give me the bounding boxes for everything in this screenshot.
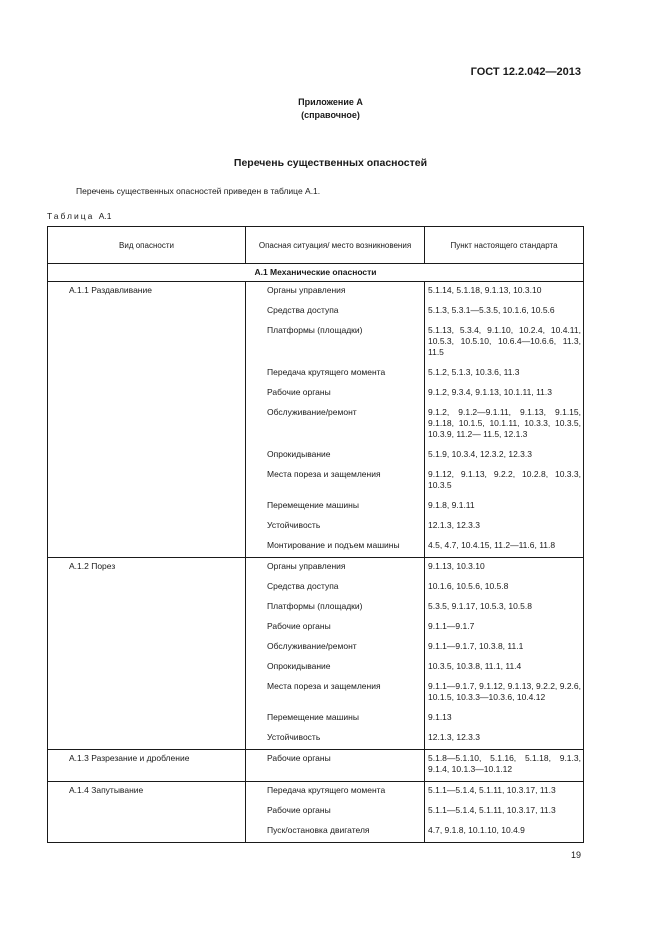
- hazard-situation-cell: Перемещение машины: [246, 497, 425, 517]
- column-header-situation: Опасная ситуация/ место возникновения: [246, 227, 425, 264]
- hazards-table: [47, 226, 584, 843]
- table-caption: [47, 211, 111, 221]
- table-row: [48, 750, 584, 782]
- hazard-situation-cell: Обслуживание/ремонт: [246, 638, 425, 658]
- table-row: [48, 658, 584, 678]
- table-section-row: [48, 264, 584, 282]
- table-row: [48, 822, 584, 843]
- clause-reference-cell: 4.7, 9.1.8, 10.1.10, 10.4.9: [425, 822, 584, 843]
- hazard-kind-cell: [48, 517, 246, 537]
- clause-reference-cell: 9.1.1—9.1.7: [425, 618, 584, 638]
- column-header-kind: Вид опасности: [48, 227, 246, 264]
- hazard-kind-cell: [48, 802, 246, 822]
- clause-reference-cell: 5.1.3, 5.3.1—5.3.5, 10.1.6, 10.5.6: [425, 302, 584, 322]
- hazard-kind-cell: [48, 598, 246, 618]
- hazard-kind-cell: [48, 404, 246, 446]
- clause-reference-cell: 10.3.5, 10.3.8, 11.1, 11.4: [425, 658, 584, 678]
- hazard-kind-cell: [48, 497, 246, 517]
- hazard-situation-cell: Устойчивость: [246, 729, 425, 750]
- table-row: [48, 802, 584, 822]
- clause-reference-cell: 4.5, 4.7, 10.4.15, 11.2—11.6, 11.8: [425, 537, 584, 558]
- hazard-kind-cell: [48, 709, 246, 729]
- hazard-situation-cell: Обслуживание/ремонт: [246, 404, 425, 446]
- hazard-kind-cell: [48, 466, 246, 497]
- hazard-kind-cell: [48, 578, 246, 598]
- clause-reference-cell: 9.1.12, 9.1.13, 9.2.2, 10.2.8, 10.3.3, 10.3.5: [425, 466, 584, 497]
- appendix-title: Приложение А: [298, 97, 363, 107]
- table-row: [48, 446, 584, 466]
- appendix-subtitle: (справочное): [301, 110, 360, 120]
- table-row: [48, 678, 584, 709]
- hazard-kind-cell: [48, 729, 246, 750]
- document-code: ГОСТ 12.2.042—2013: [470, 66, 581, 78]
- table-row: [48, 322, 584, 364]
- clause-reference-cell: 9.1.13, 10.3.10: [425, 558, 584, 579]
- hazard-kind-cell: А.1.4 Запутывание: [48, 782, 246, 803]
- hazard-situation-cell: Монтирование и подъем машины: [246, 537, 425, 558]
- hazard-kind-cell: А.1.3 Разрезание и дробление: [48, 750, 246, 782]
- clause-reference-cell: 5.1.14, 5.1.18, 9.1.13, 10.3.10: [425, 282, 584, 303]
- clause-reference-cell: 5.3.5, 9.1.17, 10.5.3, 10.5.8: [425, 598, 584, 618]
- clause-reference-cell: 9.1.1—9.1.7, 9.1.12, 9.1.13, 9.2.2, 9.2.6, 10.1.5, 10.3.3—10.3.6, 10.4.12: [425, 678, 584, 709]
- hazard-situation-cell: Пуск/остановка двигателя: [246, 822, 425, 843]
- hazard-kind-cell: А.1.1 Раздавливание: [48, 282, 246, 303]
- clause-reference-cell: 9.1.2, 9.3.4, 9.1.13, 10.1.11, 11.3: [425, 384, 584, 404]
- hazard-kind-cell: [48, 384, 246, 404]
- table-row: [48, 578, 584, 598]
- table-header-row: [48, 227, 584, 264]
- clause-reference-cell: 9.1.2, 9.1.2—9.1.11, 9.1.13, 9.1.15, 9.1.18, 10.1.5, 10.1.11, 10.3.3, 10.3.5, 10.3.9, 11.2— 11.5, 12.1.3: [425, 404, 584, 446]
- hazard-situation-cell: Средства доступа: [246, 578, 425, 598]
- table-row: [48, 404, 584, 446]
- clause-reference-cell: 10.1.6, 10.5.6, 10.5.8: [425, 578, 584, 598]
- table-row: [48, 364, 584, 384]
- hazard-kind-cell: [48, 638, 246, 658]
- clause-reference-cell: 12.1.3, 12.3.3: [425, 729, 584, 750]
- table-row: [48, 384, 584, 404]
- hazard-kind-cell: [48, 537, 246, 558]
- page-number: 19: [570, 850, 581, 860]
- clause-reference-cell: 5.1.13, 5.3.4, 9.1.10, 10.2.4, 10.4.11, 10.5.3, 10.5.10, 10.6.4—10.6.6, 11.3, 11.5: [425, 322, 584, 364]
- clause-reference-cell: 5.1.9, 10.3.4, 12.3.2, 12.3.3: [425, 446, 584, 466]
- hazard-situation-cell: Передача крутящего момента: [246, 782, 425, 803]
- clause-reference-cell: 9.1.8, 9.1.11: [425, 497, 584, 517]
- hazard-situation-cell: Рабочие органы: [246, 618, 425, 638]
- hazard-situation-cell: Платформы (площадки): [246, 322, 425, 364]
- table-caption-word: Таблица: [47, 211, 95, 221]
- hazard-situation-cell: Места пореза и защемления: [246, 678, 425, 709]
- hazard-kind-cell: [48, 822, 246, 843]
- clause-reference-cell: 5.1.8—5.1.10, 5.1.16, 5.1.18, 9.1.3, 9.1.4, 10.1.3—10.1.12: [425, 750, 584, 782]
- table-row: [48, 782, 584, 803]
- table-row: [48, 302, 584, 322]
- clause-reference-cell: 5.1.2, 5.1.3, 10.3.6, 11.3: [425, 364, 584, 384]
- hazard-kind-cell: [48, 446, 246, 466]
- hazard-situation-cell: Органы управления: [246, 558, 425, 579]
- hazard-situation-cell: Перемещение машины: [246, 709, 425, 729]
- hazard-kind-cell: А.1.2 Порез: [48, 558, 246, 579]
- intro-paragraph: Перечень существенных опасностей приведен в таблице А.1.: [76, 186, 321, 196]
- hazard-situation-cell: Места пореза и защемления: [246, 466, 425, 497]
- clause-reference-cell: 5.1.1—5.1.4, 5.1.11, 10.3.17, 11.3: [425, 782, 584, 803]
- table-row: [48, 729, 584, 750]
- table-caption-number: А.1: [98, 211, 112, 221]
- hazard-kind-cell: [48, 364, 246, 384]
- hazard-kind-cell: [48, 322, 246, 364]
- hazard-situation-cell: Платформы (площадки): [246, 598, 425, 618]
- table-row: [48, 709, 584, 729]
- table-body: [48, 264, 584, 843]
- clause-reference-cell: 12.1.3, 12.3.3: [425, 517, 584, 537]
- hazard-kind-cell: [48, 658, 246, 678]
- clause-reference-cell: 9.1.13: [425, 709, 584, 729]
- hazard-kind-cell: [48, 302, 246, 322]
- table-row: [48, 282, 584, 303]
- hazard-kind-cell: [48, 678, 246, 709]
- hazard-situation-cell: Опрокидывание: [246, 658, 425, 678]
- hazard-situation-cell: Рабочие органы: [246, 750, 425, 782]
- hazard-situation-cell: Передача крутящего момента: [246, 364, 425, 384]
- hazard-situation-cell: Органы управления: [246, 282, 425, 303]
- hazard-kind-cell: [48, 618, 246, 638]
- hazard-situation-cell: Рабочие органы: [246, 384, 425, 404]
- table-row: [48, 598, 584, 618]
- clause-reference-cell: 9.1.1—9.1.7, 10.3.8, 11.1: [425, 638, 584, 658]
- appendix-label: [0, 96, 661, 122]
- table-row: [48, 497, 584, 517]
- table-row: [48, 618, 584, 638]
- hazard-situation-cell: Рабочие органы: [246, 802, 425, 822]
- table-row: [48, 517, 584, 537]
- hazard-situation-cell: Средства доступа: [246, 302, 425, 322]
- hazard-situation-cell: Устойчивость: [246, 517, 425, 537]
- clause-reference-cell: 5.1.1—5.1.4, 5.1.11, 10.3.17, 11.3: [425, 802, 584, 822]
- section-heading: Перечень существенных опасностей: [233, 157, 428, 169]
- section-title: А.1 Механические опасности: [48, 264, 584, 282]
- hazard-situation-cell: Опрокидывание: [246, 446, 425, 466]
- table-row: [48, 638, 584, 658]
- column-header-clause: Пункт настоящего стандарта: [425, 227, 584, 264]
- table-row: [48, 466, 584, 497]
- table-row: [48, 537, 584, 558]
- table-row: [48, 558, 584, 579]
